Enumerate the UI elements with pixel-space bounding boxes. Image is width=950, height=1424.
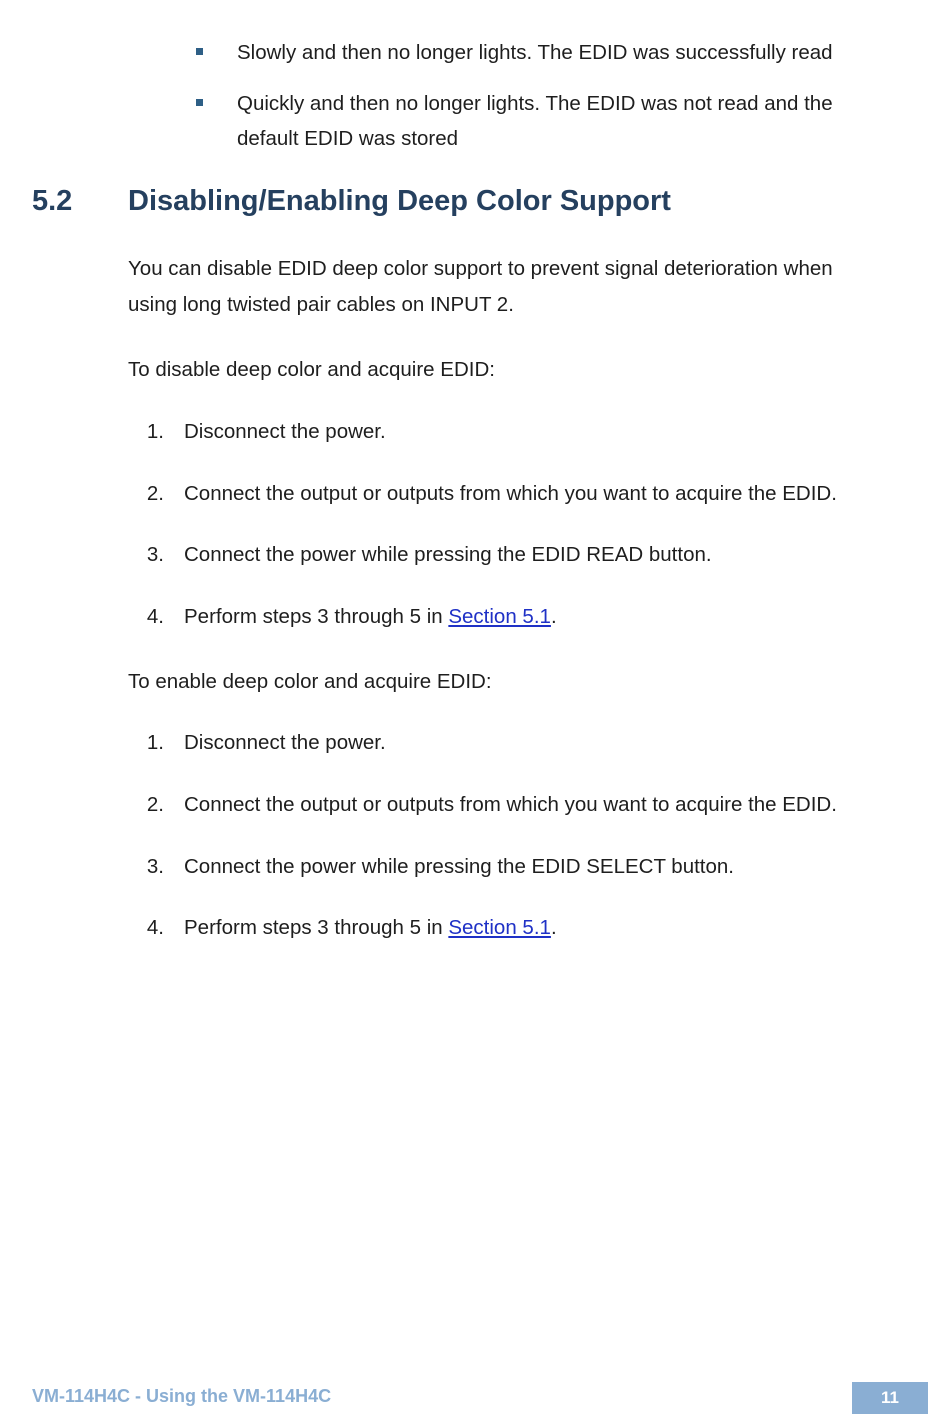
step-number: 3.	[146, 855, 164, 878]
intro-paragraph-line: using long twisted pair cables on INPUT 2.	[128, 293, 514, 316]
step-text	[184, 599, 557, 635]
section-5-1-link[interactable]: Section 5.1	[448, 605, 551, 628]
bullet-item-text: Slowly and then no longer lights. The EDID was successfully read	[237, 41, 833, 64]
intro-paragraph-line: You can disable EDID deep color support to prevent signal deterioration when	[128, 257, 833, 280]
bullet-square-icon	[196, 99, 203, 106]
step-text: Disconnect the power.	[184, 731, 386, 754]
page-number-badge: 11	[852, 1382, 928, 1414]
step-text: Connect the power while pressing the EDID SELECT button.	[184, 855, 734, 878]
bullet-item-text-continued: default EDID was stored	[237, 127, 459, 150]
section-5-1-link[interactable]: Section 5.1	[448, 916, 551, 939]
step-text-suffix: .	[550, 605, 557, 628]
section-number: 5.2	[32, 185, 73, 217]
step-number: 4.	[146, 605, 164, 628]
footer-document-title: VM-114H4C - Using the VM-114H4C	[32, 1386, 332, 1406]
step-number: 2.	[146, 793, 164, 816]
step-number: 2.	[146, 482, 164, 505]
step-text-prefix: Perform steps 3 through 5 in	[184, 605, 449, 628]
step-number: 4.	[146, 916, 164, 939]
step-text: Connect the power while pressing the EDID READ button.	[184, 543, 712, 566]
step-text	[184, 910, 557, 946]
bullet-square-icon	[196, 48, 203, 55]
section-title: Disabling/Enabling Deep Color Support	[128, 185, 671, 217]
step-text-prefix: Perform steps 3 through 5 in	[184, 916, 449, 939]
step-number: 1.	[146, 420, 164, 443]
bullet-item-text: Quickly and then no longer lights. The EDID was not read and the	[237, 92, 833, 115]
enable-procedure-heading: To enable deep color and acquire EDID:	[128, 670, 492, 693]
step-number: 1.	[146, 731, 164, 754]
step-text: Disconnect the power.	[184, 420, 386, 443]
step-text: Connect the output or outputs from which you want to acquire the EDID.	[184, 793, 837, 816]
step-text-suffix: .	[550, 916, 557, 939]
step-text: Connect the output or outputs from which you want to acquire the EDID.	[184, 482, 837, 505]
step-number: 3.	[146, 543, 164, 566]
disable-procedure-heading: To disable deep color and acquire EDID:	[128, 358, 495, 381]
